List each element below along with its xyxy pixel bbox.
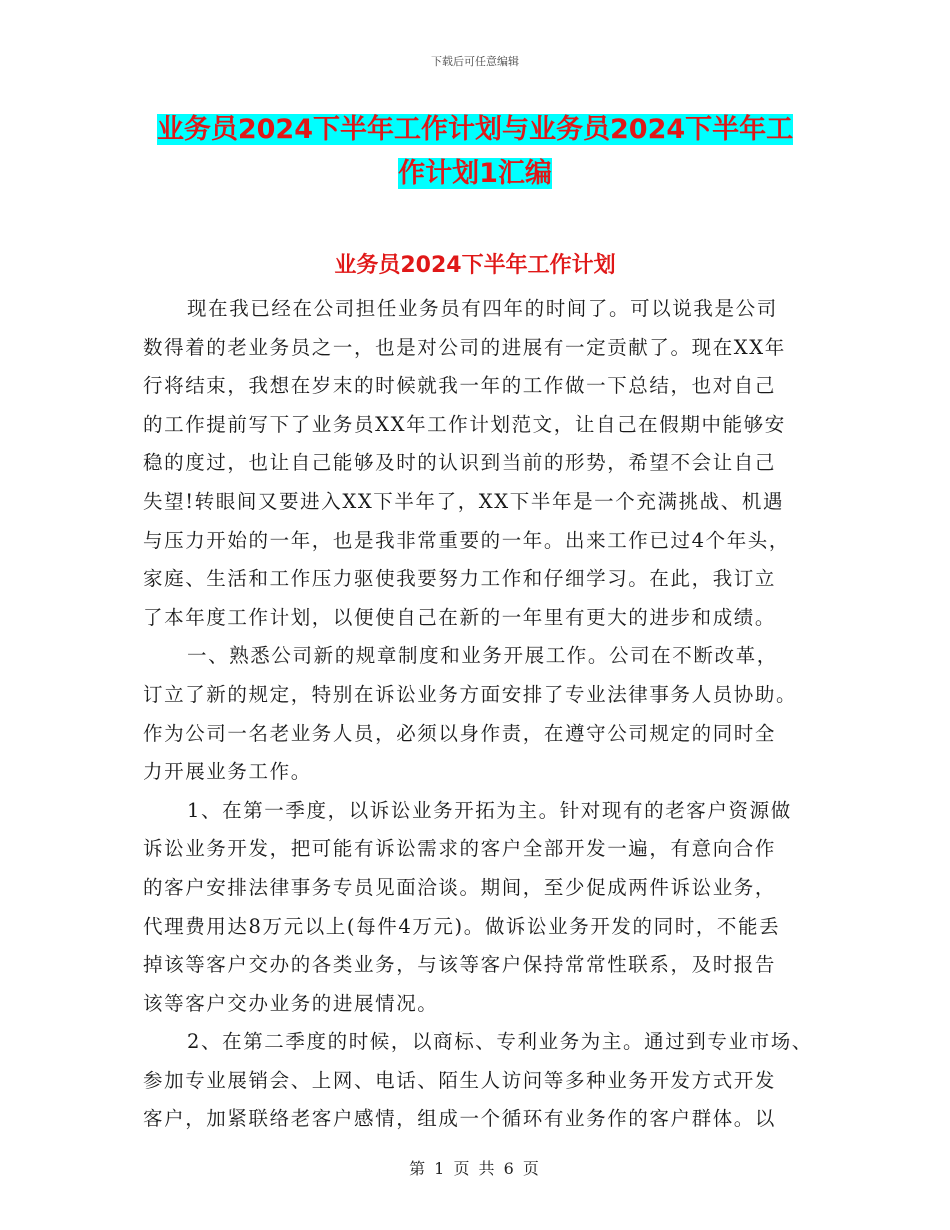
- paragraph-line: 1、在第一季度，以诉讼业务开拓为主。针对现有的老客户资源做: [187, 798, 792, 822]
- paragraph-line: 失望!转眼间又要进入XX下半年了，XX下半年是一个充满挑战、机遇: [143, 489, 785, 513]
- paragraph-line: 数得着的老业务员之一，也是对公司的进展有一定贡献了。现在XX年: [143, 335, 786, 359]
- section-title: 业务员2024下半年工作计划: [334, 253, 616, 278]
- paragraph-line: 与压力开始的一年，也是我非常重要的一年。出来工作已过4个年头，: [143, 528, 791, 552]
- paragraph-line: 一、熟悉公司新的规章制度和业务开展工作。公司在不断改革，: [187, 644, 778, 668]
- body-text: [143, 290, 823, 1139]
- paragraph-line: 参加专业展销会、上网、电话、陌生人访问等多种业务开发方式开发: [143, 1068, 777, 1092]
- paragraph-line: 作为公司一名老业务人员，必须以身作责，在遵守公司规定的同时全: [143, 721, 777, 745]
- header-note: 下载后可任意编辑: [431, 55, 519, 68]
- paragraph-line: 行将结束，我想在岁末的时候就我一年的工作做一下总结，也对自己: [143, 374, 777, 398]
- document-title-line-2: 作计划1汇编: [398, 158, 552, 189]
- paragraph-line: 诉讼业务开发，把可能有诉讼需求的客户全部开发一遍，有意向合作: [143, 837, 777, 861]
- paragraph-line: 现在我已经在公司担任业务员有四年的时间了。可以说我是公司: [187, 297, 778, 320]
- paragraph-line: 稳的度过，也让自己能够及时的认识到当前的形势，希望不会让自己: [143, 451, 777, 475]
- paragraph-line: 客户，加紧联络老客户感情，组成一个循环有业务作的客户群体。以: [143, 1107, 777, 1131]
- paragraph-line: 2、在第二季度的时候，以商标、专利业务为主。通过到专业市场、: [187, 1030, 813, 1054]
- paragraph-line: 的客户安排法律事务专员见面洽谈。期间，至少促成两件诉讼业务，: [143, 875, 777, 899]
- paragraph-line: 订立了新的规定，特别在诉讼业务方面安排了专业法律事务人员协助。: [143, 682, 798, 706]
- document-title-line-1: 业务员2024下半年工作计划与业务员2024下半年工: [156, 114, 794, 145]
- paragraph-line: 掉该等客户交办的各类业务，与该等客户保持常常性联系，及时报告: [143, 953, 777, 977]
- paragraph-line: 的工作提前写下了业务员XX年工作计划范文，让自己在假期中能够安: [143, 412, 786, 436]
- paragraph-line: 了本年度工作计划，以便使自己在新的一年里有更大的进步和成绩。: [143, 605, 777, 629]
- paragraph-line: 力开展业务工作。: [143, 760, 312, 784]
- page-footer: 第 1 页 共 6 页: [409, 1159, 541, 1178]
- document-title: [150, 108, 800, 196]
- paragraph-line: 该等客户交办业务的进展情况。: [143, 991, 439, 1015]
- paragraph-line: 代理费用达8万元以上(每件4万元)。做诉讼业务开发的同时，不能丢: [143, 914, 781, 938]
- paragraph-line: 家庭、生活和工作压力驱使我要努力工作和仔细学习。在此，我订立: [143, 567, 777, 591]
